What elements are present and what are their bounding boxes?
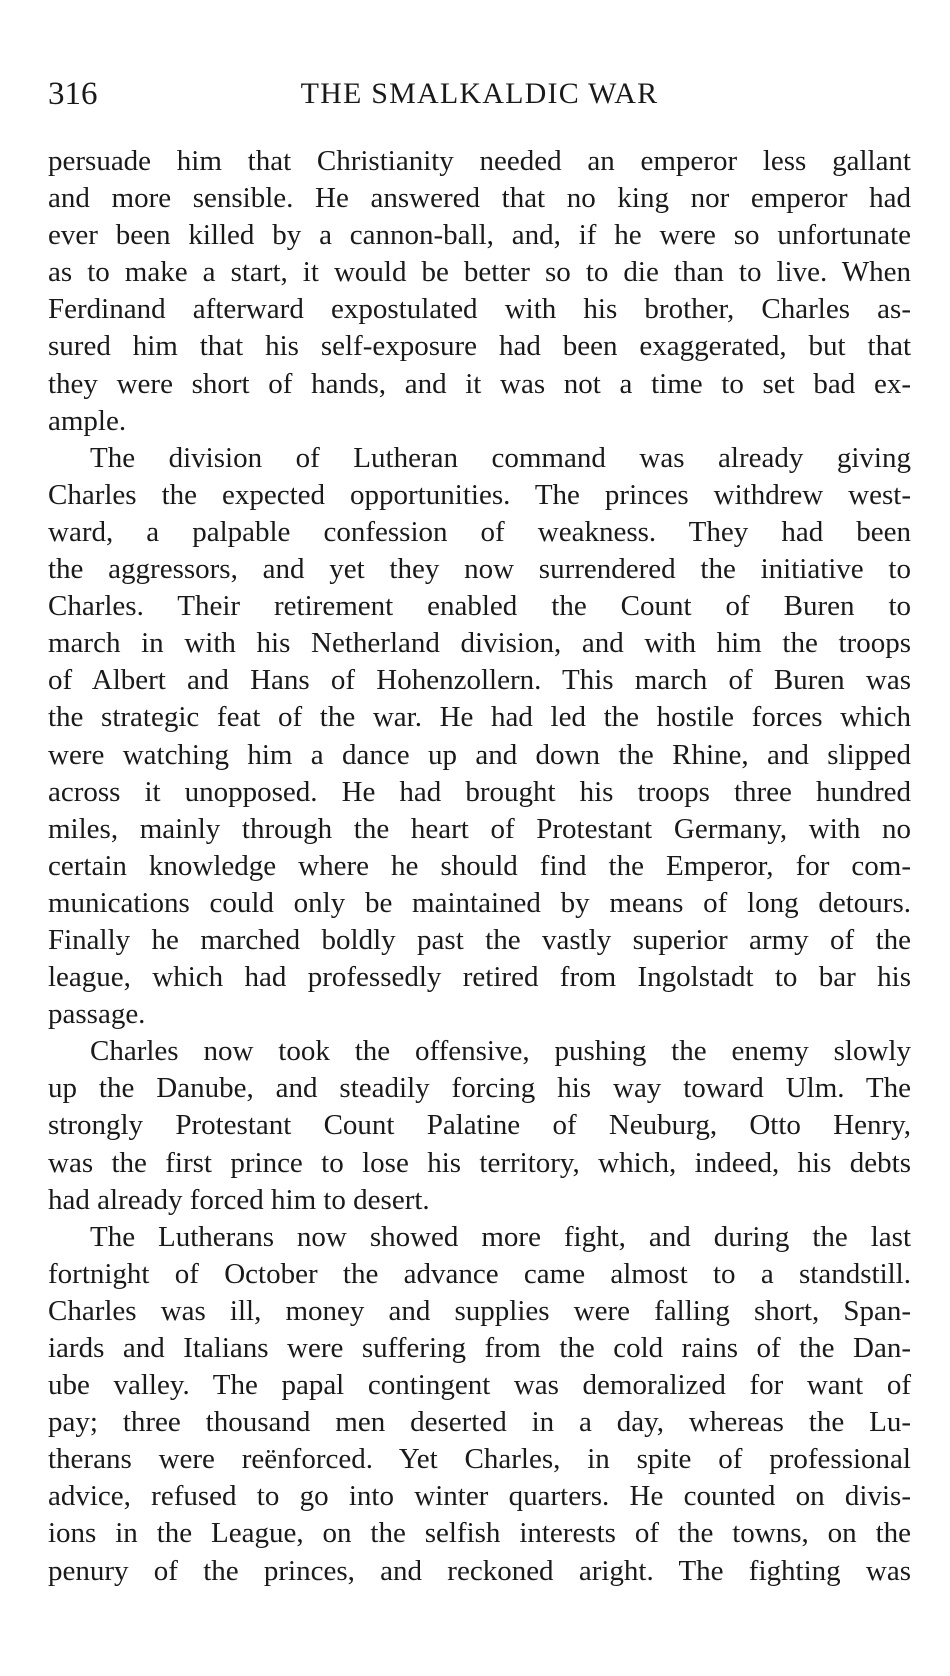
text-line: Ferdinand afterward expostulated with his brother, Charles as- bbox=[48, 293, 911, 326]
text-line: pay; three thousand men deserted in a day, whereas the Lu- bbox=[48, 1406, 911, 1439]
text-line: across it unopposed. He had brought his troops three hundred bbox=[48, 775, 911, 808]
text-line: march in with his Netherland division, and with him the troops bbox=[48, 627, 911, 660]
text-line: Finally he marched boldly past the vastly superior army of the bbox=[48, 923, 911, 956]
paragraph-first-line: The division of Lutheran command was already giving bbox=[90, 441, 911, 474]
paragraph-first-line: The Lutherans now showed more fight, and during the last bbox=[90, 1220, 911, 1253]
text-line: league, which had professedly retired from Ingolstadt to bar his bbox=[48, 961, 911, 994]
text-line: ward, a palpable confession of weakness. They had been bbox=[48, 515, 911, 548]
text-line: ample. bbox=[48, 404, 127, 437]
text-line: passage. bbox=[48, 998, 146, 1031]
text-line: up the Danube, and steadily forcing his way toward Ulm. The bbox=[48, 1072, 911, 1105]
text-line: penury of the princes, and reckoned aright. The fighting was bbox=[48, 1554, 911, 1587]
text-line: Charles the expected opportunities. The princes withdrew west- bbox=[48, 478, 911, 511]
text-line: as to make a start, it would be better so to die than to live. When bbox=[48, 256, 911, 289]
text-line: ever been killed by a cannon-ball, and, if he were so unfortunate bbox=[48, 219, 911, 252]
text-line: sured him that his self-exposure had been exaggerated, but that bbox=[48, 330, 911, 363]
text-line: fortnight of October the advance came almost to a standstill. bbox=[48, 1257, 911, 1290]
text-line: strongly Protestant Count Palatine of Neuburg, Otto Henry, bbox=[48, 1109, 911, 1142]
text-line: persuade him that Christianity needed an emperor less gallant bbox=[48, 145, 911, 177]
body-text bbox=[48, 143, 911, 1590]
text-line: of Albert and Hans of Hohenzollern. This march of Buren was bbox=[48, 664, 911, 697]
text-line: Charles was ill, money and supplies were falling short, Span- bbox=[48, 1294, 911, 1327]
text-line: Charles. Their retirement enabled the Count of Buren to bbox=[48, 590, 911, 623]
text-line: and more sensible. He answered that no king nor emperor had bbox=[48, 182, 911, 215]
text-line: the strategic feat of the war. He had led the hostile forces which bbox=[48, 701, 911, 734]
text-line: ions in the League, on the selfish interests of the towns, on the bbox=[48, 1517, 911, 1550]
running-head bbox=[48, 70, 911, 120]
text-line: therans were reënforced. Yet Charles, in spite of professional bbox=[48, 1443, 911, 1476]
text-line: advice, refused to go into winter quarters. He counted on divis- bbox=[48, 1480, 911, 1513]
text-line: certain knowledge where he should find the Emperor, for com- bbox=[48, 849, 911, 882]
running-title: THE SMALKALDIC WAR bbox=[300, 77, 659, 110]
text-line: had already forced him to desert. bbox=[48, 1183, 430, 1216]
text-line: was the first prince to lose his territory, which, indeed, his debts bbox=[48, 1146, 911, 1179]
page-number: 316 bbox=[48, 76, 98, 112]
text-line: iards and Italians were suffering from the cold rains of the Dan- bbox=[48, 1332, 911, 1364]
text-line: munications could only be maintained by means of long detours. bbox=[48, 886, 911, 919]
paragraph-first-line: Charles now took the offensive, pushing the enemy slowly bbox=[90, 1035, 911, 1068]
text-line: ube valley. The papal contingent was demoralized for want of bbox=[48, 1369, 911, 1402]
text-line: they were short of hands, and it was not a time to set bad ex- bbox=[48, 367, 911, 400]
text-line: the aggressors, and yet they now surrendered the initiative to bbox=[48, 553, 911, 586]
text-line: were watching him a dance up and down the Rhine, and slipped bbox=[48, 738, 911, 771]
text-line: miles, mainly through the heart of Protestant Germany, with no bbox=[48, 812, 911, 845]
